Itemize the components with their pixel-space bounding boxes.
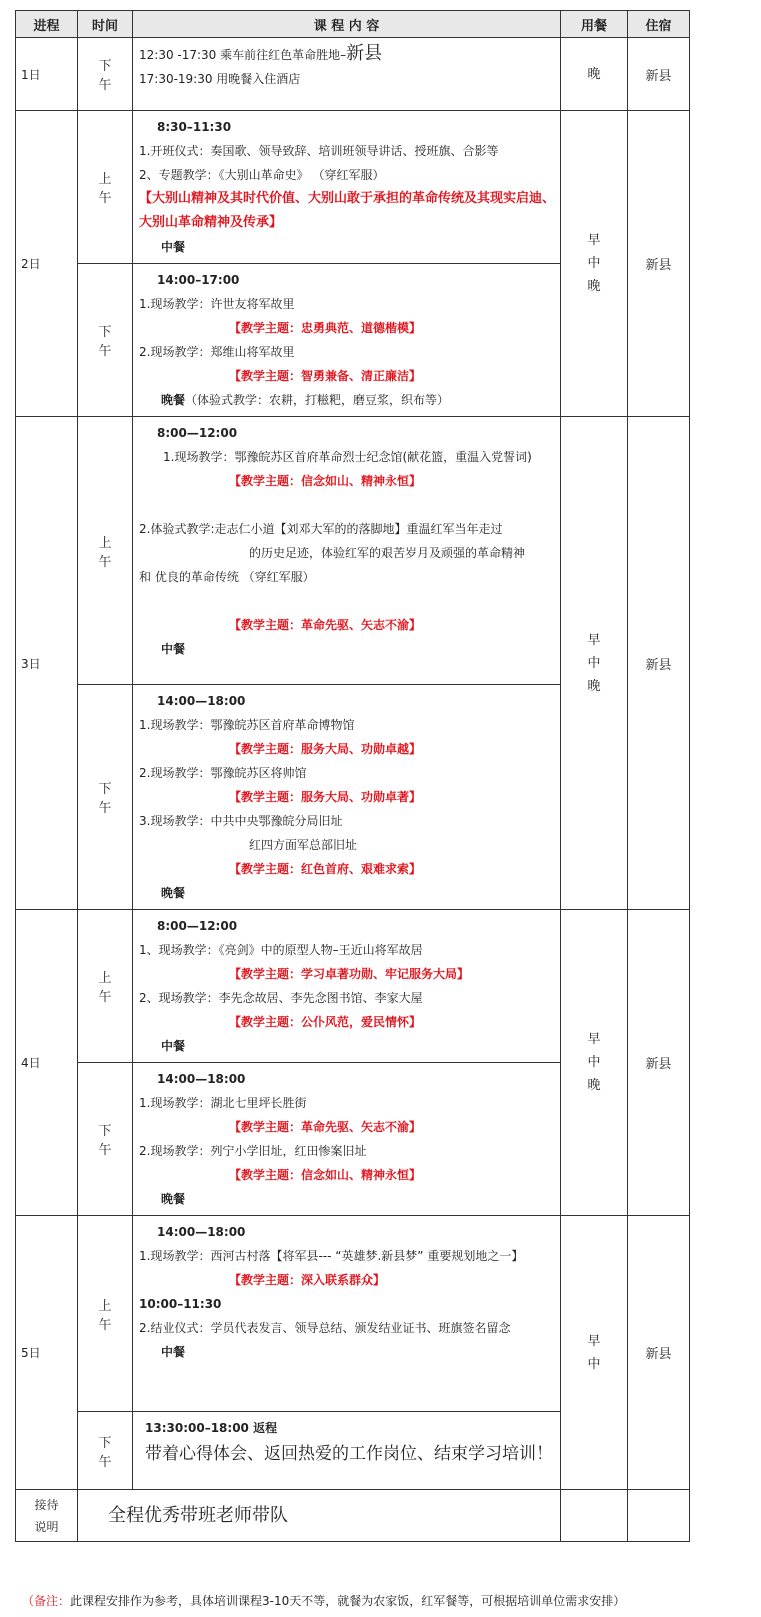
day4-am-theme2: 【教学主题：公仆风范，爱民情怀】 — [229, 1015, 422, 1029]
day5-pm-hours: 13:30:00–18:00 返程 — [145, 1421, 278, 1435]
header-row — [16, 11, 690, 38]
day1-meal: 晚 — [561, 38, 628, 111]
day2-lunch: 中餐 — [161, 240, 186, 254]
day4-pm-hours: 14:00—18:00 — [157, 1072, 246, 1086]
day1-content — [133, 38, 561, 111]
footer-row — [16, 1490, 690, 1542]
day4-am-content — [133, 910, 561, 1063]
day5-am-hours2: 10:00–11:30 — [139, 1297, 222, 1311]
day5-pm-content — [133, 1412, 561, 1490]
day5-am-content — [133, 1216, 561, 1412]
day5-pm-time: 下 午 — [78, 1412, 133, 1490]
day5-label: 5日 — [16, 1216, 78, 1490]
day4-meal: 早 中 晚 — [561, 910, 628, 1216]
day4-am-row — [16, 910, 690, 1063]
day3-lunch: 中餐 — [161, 642, 186, 656]
day5-am-theme1: 【教学主题：深入联系群众】 — [229, 1273, 386, 1287]
day3-pm-theme1: 【教学主题：服务大局、功勋卓越】 — [229, 742, 422, 756]
day3-pm-item3: 3.现场教学：中共中央鄂豫皖分局旧址 — [139, 814, 343, 828]
day4-am-time: 上 午 — [78, 910, 133, 1063]
day3-am-content — [133, 417, 561, 685]
day3-pm-content — [133, 685, 561, 910]
day2-pm-hours: 14:00–17:00 — [157, 273, 240, 287]
day1-label: 1日 — [16, 38, 78, 111]
day4-am-item2: 2、现场教学：李先念故居、李先念图书馆、李家大屋 — [139, 991, 423, 1005]
day5-am-hours: 14:00—18:00 — [157, 1225, 246, 1239]
day1-row — [16, 38, 690, 111]
day1-dest: 新县 — [346, 43, 383, 64]
day2-pm-time: 下 午 — [78, 264, 133, 417]
day4-lunch: 中餐 — [161, 1039, 186, 1053]
day3-am-item2-cont: 的历史足迹，体验红军的艰苦岁月及顽强的革命精神 — [249, 546, 526, 560]
day4-am-theme1: 【教学主题：学习卓著功勋、牢记服务大局】 — [229, 967, 470, 981]
footnote-body: 此课程安排作为参考，具体培训课程3-10天不等，就餐为农家饭，红军餐等，可根据培训单位需求安排） — [70, 1594, 626, 1608]
day3-am-item2: 2.体验式教学:走志仁小道【刘邓大军的的落脚地】重温红军当年走过 — [139, 522, 503, 536]
footer-label: 接待 说明 — [16, 1490, 78, 1542]
footer-content: 全程优秀带班老师带队 — [78, 1490, 561, 1542]
schedule-table — [15, 10, 690, 1542]
header-progress: 进程 — [16, 11, 78, 38]
day3-meal: 早 中 晚 — [561, 417, 628, 910]
day3-am-hours: 8:00—12:00 — [157, 426, 238, 440]
header-time: 时间 — [78, 11, 133, 38]
header-content: 课 程 内 容 — [133, 11, 561, 38]
day2-am-time: 上 午 — [78, 111, 133, 264]
day1-line2: 17:30-19:30 用晚餐入住酒店 — [139, 72, 301, 86]
day3-pm-item2: 2.现场教学：鄂豫皖苏区将帅馆 — [139, 766, 307, 780]
day4-hotel: 新县 — [628, 910, 690, 1216]
day4-pm-item2: 2.现场教学：列宁小学旧址，红田惨案旧址 — [139, 1144, 367, 1158]
footnote-prefix: （备注： — [22, 1594, 71, 1608]
day5-lunch: 中餐 — [161, 1345, 186, 1359]
header-meal: 用餐 — [561, 11, 628, 38]
footnote — [22, 1592, 625, 1609]
day2-pm-item1: 1.现场教学：许世友将军故里 — [139, 297, 295, 311]
day2-dinner-note: （体验式教学：农耕，打糍粑，磨豆浆，织布等） — [185, 393, 450, 407]
day4-label: 4日 — [16, 910, 78, 1216]
day3-pm-item1: 1.现场教学：鄂豫皖苏区首府革命博物馆 — [139, 718, 355, 732]
day3-am-theme1: 【教学主题：信念如山、精神永恒】 — [229, 474, 422, 488]
day2-pm-theme1: 【教学主题：忠勇典范、道德楷模】 — [229, 321, 422, 335]
day2-hotel: 新县 — [628, 111, 690, 417]
day2-am-hours: 8:30–11:30 — [157, 120, 232, 134]
day2-label: 2日 — [16, 111, 78, 417]
day2-pm-item2: 2.现场教学：郑维山将军故里 — [139, 345, 295, 359]
day2-meal: 早 中 晚 — [561, 111, 628, 417]
day5-hotel: 新县 — [628, 1216, 690, 1490]
day3-pm-hours: 14:00—18:00 — [157, 694, 246, 708]
footer-meal-empty — [561, 1490, 628, 1542]
day1-line1: 12:30 -17:30 乘车前往红色革命胜地– — [139, 48, 347, 62]
day4-pm-theme2: 【教学主题：信念如山、精神永恒】 — [229, 1168, 422, 1182]
day5-pm-item1: 带着心得体会、返回热爱的工作岗位、结束学习培训！ — [145, 1444, 553, 1464]
day3-dinner: 晚餐 — [161, 886, 186, 900]
day3-am-item2-cont2: 和 优良的革命传统 （穿红军服） — [139, 570, 315, 584]
day5-meal: 早 中 — [561, 1216, 628, 1490]
day2-pm-content — [133, 264, 561, 417]
day2-dinner: 晚餐 — [161, 393, 186, 407]
day4-am-item1: 1、现场教学：《亮剑》中的原型人物–王近山将军故居 — [139, 943, 423, 957]
day3-pm-theme3: 【教学主题：红色首府、艰难求索】 — [229, 862, 422, 876]
day2-am-item2: 2、专题教学：《大别山革命史》 （穿红军服） — [139, 168, 385, 182]
day2-am-content — [133, 111, 561, 264]
day1-hotel: 新县 — [628, 38, 690, 111]
header-hotel: 住宿 — [628, 11, 690, 38]
day3-hotel: 新县 — [628, 417, 690, 910]
day3-pm-item3-cont: 红四方面军总部旧址 — [249, 838, 358, 852]
day3-pm-theme2: 【教学主题：服务大局、功勋卓著】 — [229, 790, 422, 804]
day2-pm-theme2: 【教学主题：智勇兼备、清正廉洁】 — [229, 369, 422, 383]
day2-am-theme: 【大别山精神及其时代价值、大别山敢于承担的革命传统及其现实启迪、大别山革命精神及传承】 — [139, 191, 556, 230]
day3-am-item1: 1.现场教学：鄂豫皖苏区首府革命烈士纪念馆(献花篮，重温入党誓词) — [163, 450, 532, 464]
day4-am-hours: 8:00—12:00 — [157, 919, 238, 933]
day2-am-row — [16, 111, 690, 264]
day5-am-item1: 1.现场教学：西河古村落【将军县--- “英雄梦.新县梦” 重要规划地之一】 — [139, 1249, 524, 1263]
day3-am-theme2: 【教学主题：革命先驱、矢志不渝】 — [229, 618, 422, 632]
day3-label: 3日 — [16, 417, 78, 910]
day4-pm-item1: 1.现场教学：湖北七里坪长胜街 — [139, 1096, 307, 1110]
day5-am-time: 上 午 — [78, 1216, 133, 1412]
day4-pm-content — [133, 1063, 561, 1216]
day5-am-row — [16, 1216, 690, 1412]
day3-pm-time: 下 午 — [78, 685, 133, 910]
day5-am-item2: 2.结业仪式：学员代表发言、领导总结、颁发结业证书、班旗签名留念 — [139, 1321, 511, 1335]
day3-am-time: 上 午 — [78, 417, 133, 685]
day3-am-row — [16, 417, 690, 685]
day2-am-item1: 1.开班仪式：奏国歌、领导致辞、培训班领导讲话、授班旗、合影等 — [139, 144, 499, 158]
day1-time: 下 午 — [78, 38, 133, 111]
footer-hotel-empty — [628, 1490, 690, 1542]
day4-dinner: 晚餐 — [161, 1192, 186, 1206]
day4-pm-time: 下 午 — [78, 1063, 133, 1216]
day4-pm-theme1: 【教学主题：革命先驱、矢志不渝】 — [229, 1120, 422, 1134]
